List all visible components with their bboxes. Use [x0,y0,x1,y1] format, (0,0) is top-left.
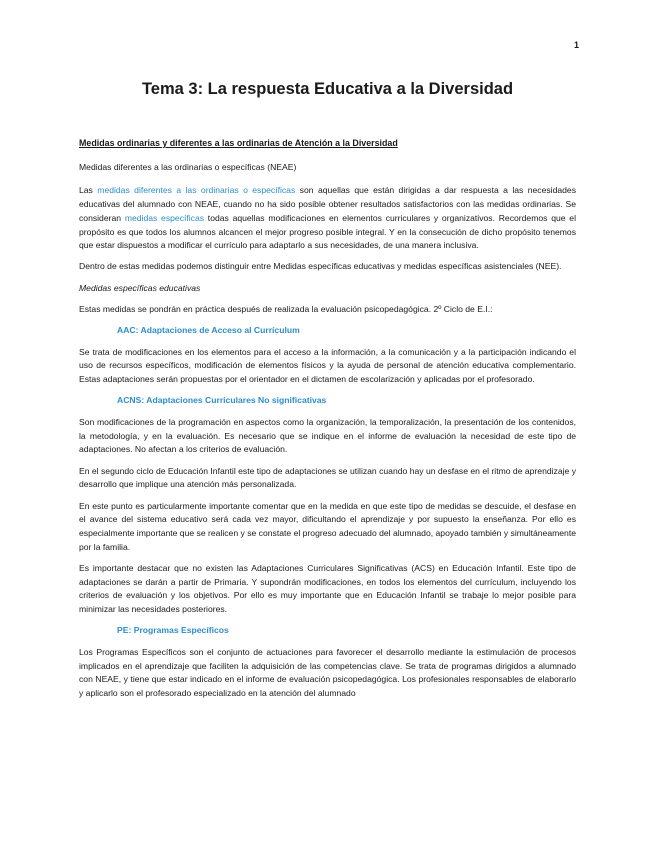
acns-paragraph-2: En el segundo ciclo de Educación Infantil este tipo de adaptaciones se utilizan cuando hay un desfase en el ritmo de aprendizaje y desarrollo que implique una atención más personalizada. [79,465,576,490]
subheading: Medidas diferentes a las ordinarias o específicas (NEAE) [79,161,297,172]
acns-heading: ACNS: Adaptaciones Curriculares No significativas [117,395,327,406]
document-body [79,137,576,708]
section-heading: Medidas ordinarias y diferentes a las ordinarias de Atención a la Diversidad [79,138,398,148]
page-title: Tema 3: La respuesta Educativa a la Diversidad [141,80,514,98]
educativas-heading: Medidas específicas educativas [79,282,201,293]
highlight-medidas-diferentes: medidas diferentes a las ordinarias o específicas [97,185,296,196]
acns-paragraph-1: Son modificaciones de la programación en aspectos como la organización, la temporalización, la presentación de los contenidos, la metodología, y en la evaluación. Es necesario que se indique en el informe de evaluación la necesidad de este tipo de adaptaciones. No afectan a los criterios de evaluación. [79,417,576,455]
pe-paragraph: Los Programas Específicos son el conjunto de actuaciones para favorecer el desarrollo mediante la estimulación de procesos implicados en el aprendizaje que faciliten la adquisición de las competencias clave. Se trata de programas dirigidos a alumnado con NEAE, y tiene que estar indicado en el informe de evaluación psicopedagógica. Los profesionales responsables de elaborarlo y aplicarlo son el profesorado especializado en la atención del alumnado [79,646,576,698]
aac-heading: AAC: Adaptaciones de Acceso al Currículum [117,325,300,336]
intro-p1-mid: son aquellas que están dirigidas a dar respuesta a las necesidades educativas del alumnado con NEAE, cuando no ha sido posible obtener resultados satisfactorios con las medidas ordinarias. Se consideran [79,185,577,223]
intro-paragraph-1 [79,184,576,253]
acns-paragraph-4: Es importante destacar que no existen las Adaptaciones Curriculares Significativas (ACS) en Educación Infantil. Este tipo de adaptaciones se darán a partir de Primaria. Y supondrán modificaciones, en todos los elementos del currículum, incluyendo los criterios de evaluación y los objetivos. Por ello es muy importante que en Educación Infantil se trabaje lo mejor posible para minimizar las necesidades posteriores. [79,562,576,614]
intro-p1-suffix: todas aquellas modificaciones en elementos curriculares y organizativos. Recordemos que el propósito es que todos los alumnos alcancen el mejor progreso posible integral. Y en la consecución de dicho propósito tenemos que estar dispuestos a modificar el currículo para adaptarlo a sus necesidades, de una manera inclusiva. [79,212,576,251]
intro-p1-prefix: Las [79,185,98,196]
pe-heading: PE: Programas Específicos [117,625,229,636]
acns-paragraph-3: En este punto es particularmente importante comentar que en la medida en que este tipo de medidas se descuide, el desfase en el avance del sistema educativo será cada vez mayor, dificultando el aprendizaje y por supuesto la enseñanza. Por ello es especialmente importante que se realicen y se constate el progreso adecuado del alumnado, apoyado también y simultáneamente por la familia. [79,500,576,552]
intro-paragraph-2: Dentro de estas medidas podemos distinguir entre Medidas específicas educativas y medidas específicas asistenciales (NEE). [79,261,562,272]
educativas-lead: Estas medidas se pondrán en práctica después de realizada la evaluación psicopedagógica. 2º Ciclo de E.I.: [79,303,493,314]
highlight-medidas-especificas: medidas específicas [124,212,205,223]
aac-paragraph: Se trata de modificaciones en los elementos para el acceso a la información, a la comunicación y a la participación indicando el uso de recursos específicos, modificación de elementos físicos y la ayuda de personal de atención educativa complementario. Estas adaptaciones serán propuestas por el orientador en el dictamen de escolarización y aplicadas por el profesorado. [79,346,576,385]
page-number: 1 [573,40,579,50]
